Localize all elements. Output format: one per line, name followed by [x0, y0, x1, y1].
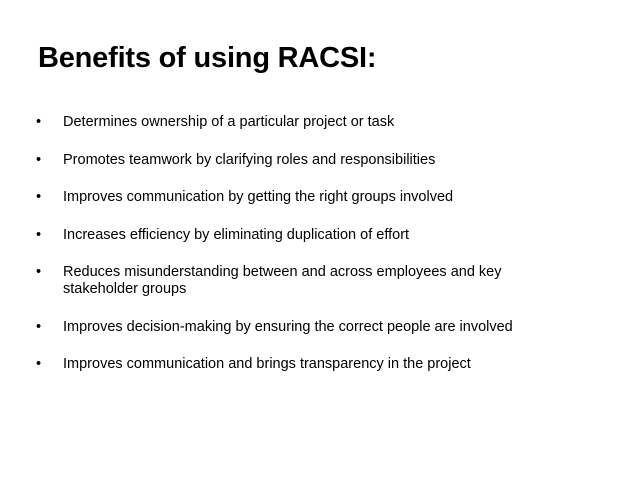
bullet-icon: •	[36, 264, 42, 280]
bullet-icon: •	[36, 151, 42, 168]
bullet-icon: •	[36, 114, 42, 130]
list-item-text: Improves communication and brings transparency in the project	[63, 356, 471, 372]
list-item-text: Improves decision-making by ensuring the correct people are involved	[63, 318, 513, 335]
list-item	[36, 227, 606, 244]
list-item-text: Promotes teamwork by clarifying roles and responsibilities	[63, 151, 436, 168]
list-item	[36, 319, 606, 336]
list-item-text: Increases efficiency by eliminating duplication of effort	[63, 226, 410, 243]
bullet-icon: •	[36, 189, 42, 205]
list-item-text: Improves communication by getting the right groups involved	[63, 189, 454, 205]
list-item-text: Determines ownership of a particular project or task	[63, 114, 395, 130]
bullet-icon: •	[36, 356, 42, 372]
list-item	[36, 152, 606, 169]
slide-title: Benefits of using RACSI:	[38, 42, 377, 74]
list-item	[36, 356, 606, 373]
bullet-list	[36, 114, 606, 373]
list-item	[36, 189, 606, 206]
list-item	[36, 264, 606, 298]
list-item-text: Reduces misunderstanding between and across employees and key stakeholder groups	[63, 264, 502, 297]
bullet-icon: •	[36, 226, 42, 243]
list-item	[36, 114, 606, 131]
bullet-icon: •	[36, 318, 42, 335]
